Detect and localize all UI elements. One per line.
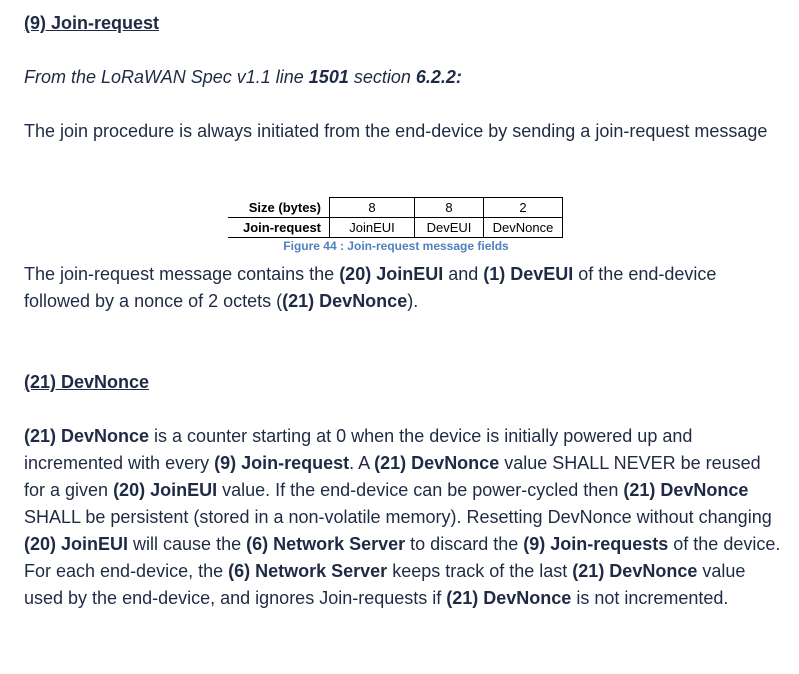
size-cell-joineui: 8 [330,198,415,218]
devnonce-description [24,423,784,612]
ref-devnonce: (21) DevNonce [623,480,749,500]
section-heading-join-request: (9) Join-request [24,13,160,33]
ref-devnonce: (21) DevNonce [374,453,500,473]
figure-caption: Figure 44 : Join-request message fields [283,239,509,253]
join-procedure-intro: The join procedure is always initiated from the end-device by sending a join-request message [24,121,768,141]
text: ). [407,291,419,311]
source-section-number: 6.2.2: [415,67,462,87]
ref-deveui: (1) DevEUI [483,264,574,284]
ref-devnonce: (21) DevNonce [282,291,408,311]
size-cell-devnonce: 2 [484,198,563,218]
text: is a counter starting at 0 when the device is initially powered up and incremented with every [24,426,693,473]
source-middle: section [348,67,416,87]
ref-devnonce: (21) DevNonce [24,426,150,446]
ref-network-server: (6) Network Server [228,561,388,581]
text: . A [349,453,375,473]
ref-network-server: (6) Network Server [246,534,406,554]
text: and [443,264,484,284]
ref-join-request: (9) Join-request [214,453,350,473]
ref-joineui: (20) JoinEUI [24,534,129,554]
document-content [24,10,784,612]
join-request-fields-table [228,197,563,238]
size-label: Size (bytes) [228,198,330,218]
size-cell-deveui: 8 [415,198,484,218]
text: is not incremented. [571,588,729,608]
size-row [228,198,563,218]
text: The join-request message contains the [24,264,340,284]
ref-join-requests: (9) Join-requests [523,534,669,554]
field-cell-devnonce: DevNonce [484,218,563,238]
field-cell-deveui: DevEUI [415,218,484,238]
text: of the device. For each end-device, the [24,534,781,581]
text: value. If the end-device can be power-cycled then [217,480,624,500]
ref-devnonce: (21) DevNonce [572,561,698,581]
text: value used by the end-device, and ignores Join-requests if [24,561,746,608]
join-request-figure [228,197,568,254]
ref-joineui: (20) JoinEUI [339,264,444,284]
text: to discard the [405,534,524,554]
text: value SHALL NEVER be reused for a given [24,453,761,500]
text: SHALL be persistent (stored in a non-volatile memory). Resetting DevNonce without changing [24,507,772,527]
join-request-description [24,261,784,315]
source-line-number: 1501 [308,67,349,87]
field-cell-joineui: JoinEUI [330,218,415,238]
ref-devnonce: (21) DevNonce [446,588,572,608]
text: keeps track of the last [387,561,573,581]
source-prefix: From the LoRaWAN Spec v1.1 line [24,67,309,87]
text: will cause the [128,534,247,554]
row-label: Join-request [228,218,330,238]
spec-source-line [24,64,784,91]
join-request-row [228,218,563,238]
ref-joineui: (20) JoinEUI [113,480,218,500]
text: of the end-device followed by a nonce of 2 octets ( [24,264,717,311]
section-heading-devnonce: (21) DevNonce [24,372,150,392]
